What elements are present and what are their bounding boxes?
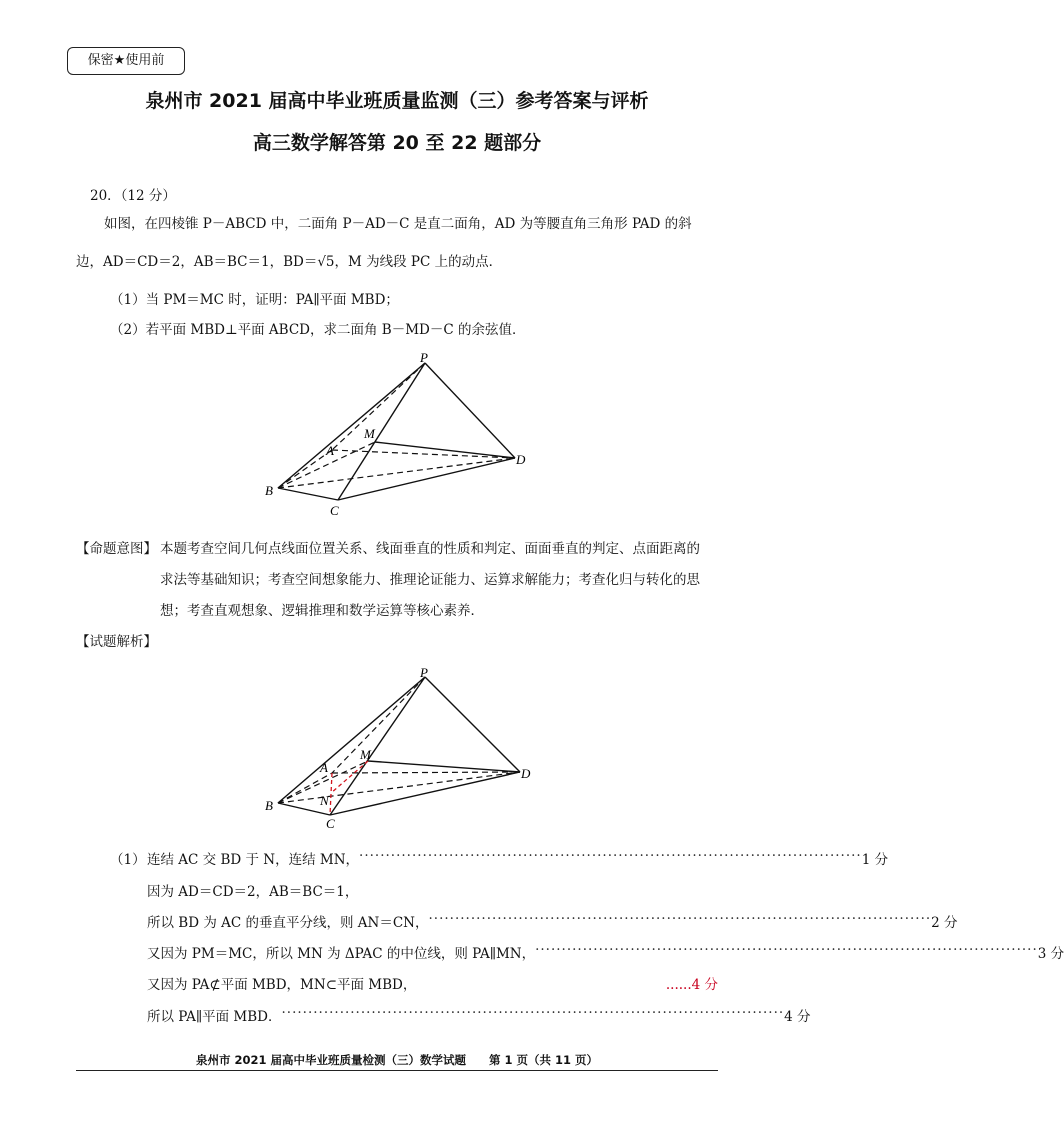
label-B: B	[265, 798, 273, 813]
label-P: P	[420, 350, 428, 365]
edge-PD	[425, 363, 515, 458]
solution-step-6	[147, 1005, 811, 1025]
intent-line-1: 本题考查空间几何点线面位置关系、线面垂直的性质和判定、面面垂直的判定、点面距离的	[160, 541, 700, 557]
label-C: C	[326, 816, 335, 831]
segment-AC-red	[330, 773, 332, 815]
solution-step-5	[147, 973, 718, 993]
step-score: 3 分	[1037, 946, 1064, 962]
edge-MD	[368, 761, 520, 772]
label-D: D	[521, 766, 531, 781]
intent-line-2: 求法等基础知识；考查空间想象能力、推理论证能力、运算求解能力；考查化归与转化的思	[160, 572, 700, 588]
page-title: 泉州市 2021 届高中毕业班质量监测（三）参考答案与评析	[145, 90, 649, 112]
edge-CD	[330, 772, 520, 815]
leader-dots: ·······························································································	[281, 1005, 785, 1021]
edge-PA-hidden	[332, 677, 425, 773]
label-M: M	[360, 747, 371, 762]
step-text: 又因为 PA⊄平面 MBD，MN⊂平面 MBD，	[147, 977, 417, 993]
question-1: （1）当 PM＝MC 时，证明：PA∥平面 MBD；	[110, 292, 399, 308]
leader-dots: ·······························································································	[359, 848, 862, 864]
step-score: 4 分	[784, 1009, 811, 1025]
solution-part-label: （1）	[110, 852, 146, 868]
edge-AD-hidden	[332, 450, 515, 458]
problem-number: 20．（12 分）	[90, 188, 176, 204]
step-text: 所以 PA∥平面 MBD．	[147, 1009, 282, 1025]
solution-step-4	[147, 942, 1064, 962]
step-score: 1 分	[861, 852, 889, 868]
problem-stem-line-1: 如图，在四棱锥 P－ABCD 中，二面角 P－AD－C 是直二面角，AD 为等腰直角三角形 PAD 的斜	[104, 216, 692, 232]
confidential-badge: 保密★使用前	[67, 47, 185, 75]
edge-CD	[338, 458, 515, 500]
intent-line-3: 想；考查直观想象、逻辑推理和数学运算等核心素养．	[160, 603, 484, 619]
analysis-label: 【试题解析】	[76, 634, 157, 650]
label-B: B	[265, 483, 273, 498]
problem-stem-line-2: 边，AD＝CD＝2，AB＝BC＝1，BD＝√5，M 为线段 PC 上的动点．	[76, 254, 503, 270]
label-P: P	[420, 665, 428, 680]
page-subtitle: 高三数学解答第 20 至 22 题部分	[252, 132, 542, 154]
pyramid-figure-1	[250, 350, 550, 520]
step-score-red: ......4 分	[665, 977, 718, 993]
solution-step-2: 因为 AD＝CD＝2，AB＝BC＝1，	[147, 884, 359, 900]
pyramid-figure-2	[250, 665, 550, 835]
leader-dots: ·······························································································	[428, 911, 932, 927]
footer-divider	[76, 1070, 718, 1071]
segment-MN-red	[331, 761, 368, 793]
step-text: 所以 BD 为 AC 的垂直平分线，则 AN＝CN，	[147, 915, 429, 931]
label-C: C	[330, 503, 339, 518]
edge-BD-hidden	[278, 772, 520, 803]
intent-label: 【命题意图】	[76, 541, 157, 557]
question-2: （2）若平面 MBD⊥平面 ABCD，求二面角 B－MD－C 的余弦值．	[110, 322, 526, 338]
edge-BC	[278, 488, 338, 500]
edge-PB	[278, 363, 425, 488]
step-score: 2 分	[931, 915, 958, 931]
edge-MD	[375, 442, 515, 458]
label-M: M	[364, 426, 375, 441]
page-footer: 泉州市 2021 届高中毕业班质量检测（三）数学试题 第 1 页（共 11 页）	[195, 1053, 599, 1067]
edge-PD	[425, 677, 520, 772]
solution-step-3	[147, 911, 958, 931]
edge-BA-hidden	[278, 450, 332, 488]
label-N: N	[320, 793, 329, 808]
leader-dots: ·······························································································	[535, 942, 1038, 958]
label-A: A	[326, 443, 334, 458]
solution-step-1	[147, 848, 889, 868]
step-text: 又因为 PM＝MC，所以 MN 为 ΔPAC 的中位线，则 PA∥MN，	[147, 946, 536, 962]
label-A: A	[320, 760, 328, 775]
step-text: 连结 AC 交 BD 于 N，连结 MN，	[147, 852, 360, 868]
label-D: D	[516, 452, 526, 467]
